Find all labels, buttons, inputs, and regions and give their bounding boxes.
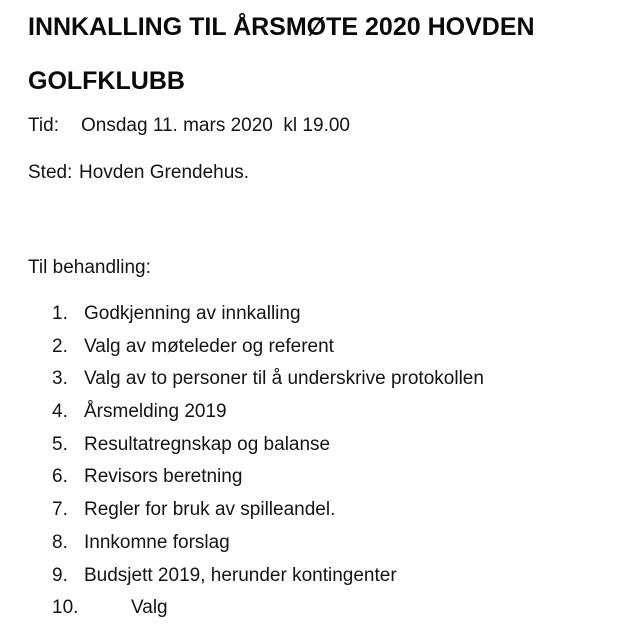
agenda-item-text: Regler for bruk av spilleandel. [84, 499, 336, 521]
agenda-item-number: 5. [52, 433, 68, 455]
meeting-time-value: Onsdag 11. mars 2020 kl 19.00 [81, 115, 350, 136]
agenda-item-number: 2. [52, 335, 68, 357]
agenda-item [0, 465, 640, 498]
agenda-item [0, 531, 640, 564]
meeting-time-row [28, 114, 350, 138]
agenda-item-text: Godkjenning av innkalling [84, 303, 301, 324]
agenda-item-text: Budsjett 2019, herunder kontingenter [84, 564, 397, 586]
agenda-item [0, 498, 640, 531]
meeting-time-label: Tid: [28, 115, 59, 136]
agenda-item-text: Innkomne forslag [84, 531, 230, 553]
document-title: INNKALLING TIL ÅRSMØTE 2020 HOVDEN GOLFKLUBB [28, 13, 535, 95]
meeting-place-label: Sted: [28, 162, 73, 183]
meeting-place-value: Hovden Grendehus. [79, 162, 250, 183]
agenda-item-text: Valg av to personer til å underskrive protokollen [84, 368, 484, 390]
agenda-item-number: 9. [52, 564, 68, 586]
agenda-item-text: Revisors beretning [84, 466, 243, 488]
agenda-item [0, 367, 640, 400]
agenda-item-number: 10. [52, 597, 79, 619]
agenda-item-number: 7. [52, 499, 68, 521]
agenda-item [0, 302, 640, 335]
agenda-list [0, 302, 640, 629]
agenda-item [0, 596, 640, 629]
agenda-item-number: 4. [52, 401, 68, 423]
agenda-item [0, 335, 640, 368]
meeting-place-row [28, 161, 249, 185]
agenda-item [0, 564, 640, 597]
agenda-item-text: Årsmelding 2019 [84, 401, 227, 423]
agenda-item-number: 8. [52, 531, 68, 553]
agenda-item-number: 3. [52, 368, 68, 390]
agenda-item [0, 400, 640, 433]
agenda-item-text: Valg [131, 597, 168, 619]
agenda-heading: Til behandling: [28, 257, 151, 278]
agenda-item-text: Valg av møteleder og referent [84, 335, 334, 357]
agenda-item-number: 1. [52, 303, 68, 324]
agenda-item-text: Resultatregnskap og balanse [84, 433, 331, 455]
agenda-item-number: 6. [52, 466, 68, 488]
agenda-item [0, 433, 640, 466]
